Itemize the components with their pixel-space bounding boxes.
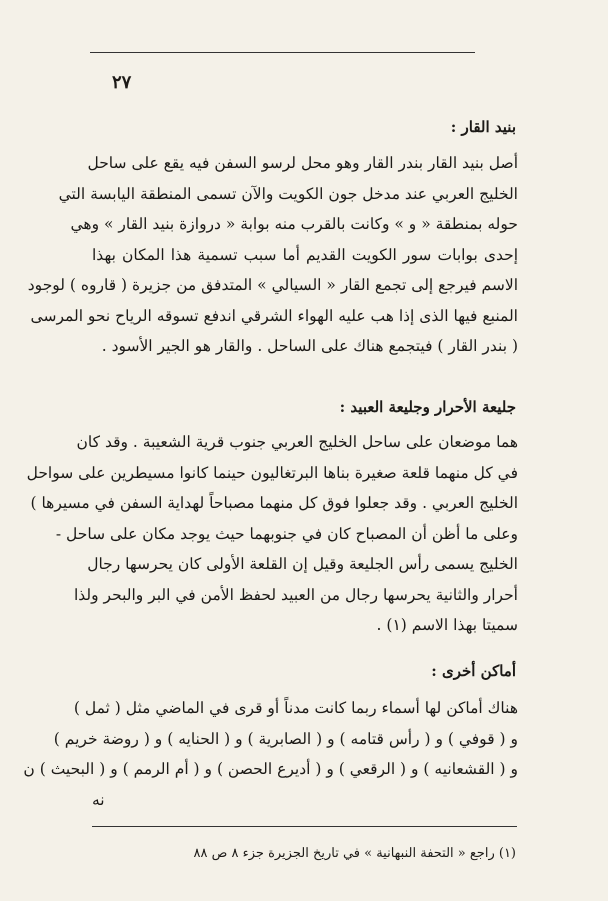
paragraph-line: الخليج العربي عند مدخل جون الكويت والآن تسمى المنطقة اليابسة التي <box>58 184 518 203</box>
page-number: ٢٧ <box>112 72 132 93</box>
paragraph-line: سميتا بهذا الاسم (١) . <box>376 616 518 634</box>
top-rule <box>90 52 475 53</box>
section-heading-other-places: أماكن أخرى : <box>431 662 516 680</box>
paragraph-line: أحرار والثانية يحرسها رجال من العبيد لحفظ الأمن في البر والبحر ولذا <box>73 585 518 604</box>
paragraph-line: حوله بمنطقة « و » وكانت بالقرب منه بوابة « دروازة بنيد القار » وهي <box>70 215 518 233</box>
paragraph-line: إحدى بوابات سور الكويت القديم أما سبب تسمية هذا المكان بهذا <box>92 245 518 264</box>
paragraph-line: وعلى ما أظن أن المصباح كان في جنوبهما حيث يوجد مكان على ساحل - <box>55 524 518 543</box>
paragraph-line: نه <box>92 790 105 809</box>
paragraph-line: أصل بنيد القار بندر القار وهو محل لرسو السفن فيه يقع على ساحل <box>87 154 518 172</box>
section-paragraph-other-places <box>23 693 518 815</box>
section-paragraph-julaia <box>26 427 518 641</box>
paragraph-line: الخليج العربي . وقد جعلوا فوق كل منهما مصباحاً لهداية السفن في مسيرها ) <box>30 494 518 512</box>
paragraph-line: هما موضعان على ساحل الخليج العربي جنوب قرية الشعيبة . وقد كان <box>76 433 518 451</box>
paragraph-line: الخليج يسمى رأس الجليعة وقيل إن القلعة الأولى كان يحرسها رجال <box>87 555 518 573</box>
paragraph-line: و ( قوفي ) و ( رأس قتامه ) و ( الصابرية ) و ( الحنايه ) و ( روضة خريم ) <box>53 729 518 748</box>
section-paragraph-bunaid-alqar <box>27 148 518 362</box>
paragraph-line: في كل منهما قلعة صغيرة بناها البرتغاليون حينما كانوا مسيطرين على سواحل <box>26 463 518 482</box>
paragraph-line: هناك أماكن لها أسماء ربما كانت مدناً أو قرى في الماضي مثل ( ثمل ) <box>73 699 518 717</box>
paragraph-line: و ( القشعانيه ) و ( الرقعي ) و ( أديرع الحصن ) و ( أم الرمم ) و ( البحيث ) ن <box>23 760 518 778</box>
paragraph-line: المنبع فيها الذى إذا هب عليه الهواء الشرقي اندفع تسوقه الرياح نحو المرسى <box>30 306 518 325</box>
section-heading-bunaid-alqar: بنيد القار : <box>450 118 516 136</box>
section-heading-julaia: جليعة الأحرار وجليعة العبيد : <box>339 398 516 416</box>
paragraph-line: الاسم فيرجع إلى تجمع القار « السيالي » المتدفق من جزيرة ( قاروه ) لوجود <box>27 276 518 294</box>
paragraph-line: ( بندر القار ) فيتجمع هناك على الساحل . والقار هو الجير الأسود . <box>101 337 518 355</box>
footnote-rule <box>92 826 517 827</box>
footnote: (١) راجع « التحفة النبهانية » في تاريخ الجزيرة جزء ٨ ص ٨٨ <box>193 846 516 861</box>
